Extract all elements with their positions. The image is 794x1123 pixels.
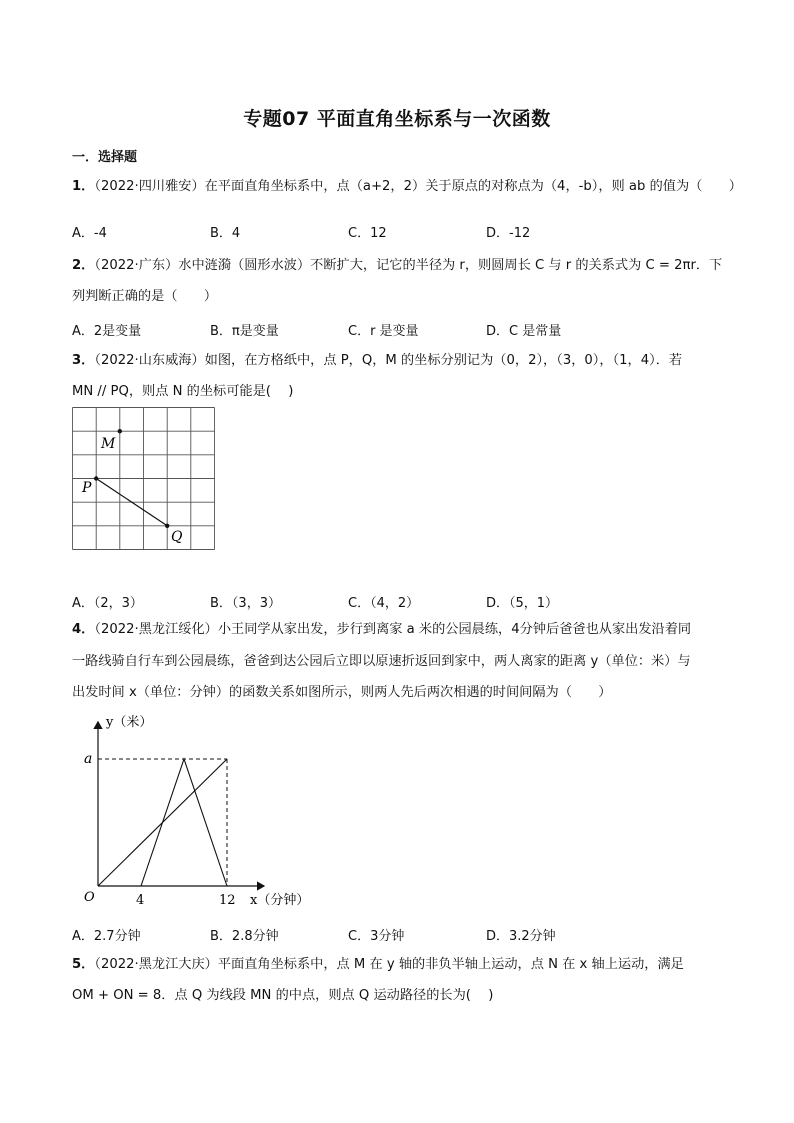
question-number: 3． [72, 353, 95, 368]
point-q [165, 524, 169, 528]
option-a: A．（2，3） [72, 596, 143, 611]
dad-line [141, 759, 227, 886]
section-heading: 一．选择题 [72, 150, 138, 165]
page-title: 专题07 平面直角坐标系与一次函数 [243, 108, 551, 130]
label-p: P [82, 480, 92, 496]
question-text-line-2: 列判断正确的是（ ） [72, 289, 218, 304]
option-c: C．3分钟 [348, 929, 405, 944]
question-text-line-1: （2022·山东威海）如图，在方格纸中，点 P，Q，M 的坐标分别记为（0，2），（3，0），（1，4）．若 [94, 353, 683, 368]
question-number: 1． [72, 179, 95, 194]
question-number: 2． [72, 258, 95, 273]
origin-label: O [84, 890, 95, 905]
question-text: （2022·四川雅安）在平面直角坐标系中，点（a+2，2）关于原点的对称点为（4，-b），则 ab 的值为（ ） [94, 179, 742, 194]
option-c: C．（4，2） [348, 596, 420, 611]
tick-label-12: 12 [219, 893, 236, 908]
option-b: B．π是变量 [210, 324, 279, 339]
question-text-line-1: （2022·广东）水中涟漪（圆形水波）不断扩大，记它的半径为 r，则圆周长 C 与 r 的关系式为 C = 2πr．下 [94, 258, 723, 273]
y-axis-label: y（米） [106, 715, 153, 730]
question-text-line-1: （2022·黑龙江大庆）平面直角坐标系中，点 M 在 y 轴的非负半轴上运动，点 N 在 x 轴上运动，满足 [94, 957, 684, 972]
option-d: D．C 是常量 [486, 324, 562, 339]
grid-lines [73, 408, 215, 550]
point-p [94, 476, 98, 480]
a-label: a [84, 751, 93, 767]
option-d: D．-12 [486, 226, 531, 241]
grid-figure [70, 405, 220, 555]
option-a: A．2.7分钟 [72, 929, 141, 944]
point-m [118, 429, 122, 433]
option-b: B．4 [210, 226, 241, 241]
question-text-line-2: OM + ON = 8．点 Q 为线段 MN 的中点，则点 Q 运动路径的长为( ) [72, 988, 494, 1003]
option-c: C．r 是变量 [348, 324, 419, 339]
option-d: D．（5，1） [486, 596, 559, 611]
distance-time-graph [78, 712, 318, 912]
option-d: D．3.2分钟 [486, 929, 556, 944]
tick-label-4: 4 [136, 893, 145, 908]
question-text-line-2: 一路线骑自行车到公园晨练，爸爸到达公园后立即以原速折返回到家中，两人离家的距离 y（单位：米）与 [72, 654, 691, 669]
question-number: 5． [72, 957, 95, 972]
option-b: B．2.8分钟 [210, 929, 279, 944]
question-text-line-3: 出发时间 x（单位：分钟）的函数关系如图所示，则两人先后两次相遇的时间间隔为（ ） [72, 685, 612, 700]
option-b: B．（3，3） [210, 596, 281, 611]
label-m: M [101, 436, 116, 452]
question-text-line-2: MN // PQ，则点 N 的坐标可能是( ) [72, 384, 294, 399]
option-a: A．-4 [72, 226, 107, 241]
option-c: C．12 [348, 226, 387, 241]
x-axis-label: x（分钟） [250, 893, 310, 908]
label-q: Q [171, 529, 183, 545]
question-text-line-1: （2022·黑龙江绥化）小王同学从家出发，步行到离家 a 米的公园晨练，4分钟后爸爸也从家出发沿着同 [94, 622, 692, 637]
question-number: 4． [72, 622, 95, 637]
option-a: A．2是变量 [72, 324, 142, 339]
